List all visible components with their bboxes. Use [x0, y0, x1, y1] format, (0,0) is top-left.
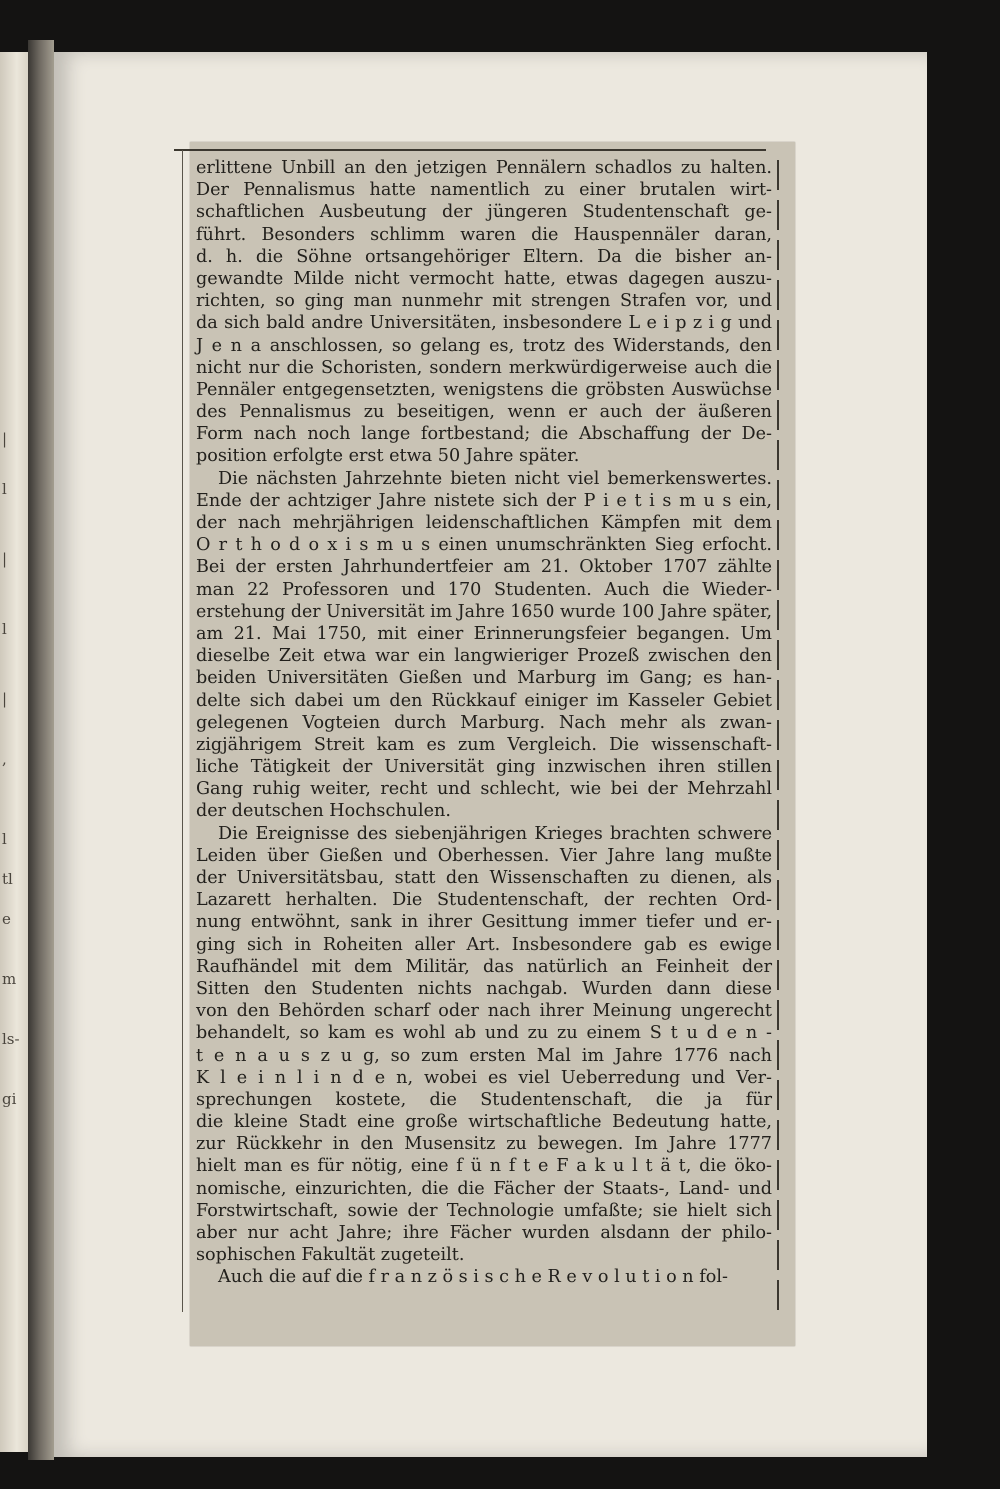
text-line: gewandte Milde nicht vermocht hatte, etwas dagegen auszu-: [196, 268, 772, 289]
text-line: Forstwirtschaft, sowie der Technologie umfaßte; sie hielt sich: [196, 1200, 772, 1221]
left-page-mark: l: [2, 830, 7, 848]
text-line: aber nur acht Jahre; ihre Fächer wurden alsdann der philo-: [196, 1223, 772, 1243]
left-page-mark: l: [2, 620, 7, 638]
text-line: der nach mehrjährigen leidenschaftlichen Kämpfen mit dem: [196, 513, 772, 533]
text-line: liche Tätigkeit der Universität ging inzwischen ihren stillen: [196, 757, 772, 778]
left-page-mark: ,: [2, 750, 7, 768]
text-line: Auch die auf die f r a n z ö s i s c h e R e v o l u t i o n fol-: [218, 1267, 728, 1288]
clipping-top-rule: [174, 149, 766, 151]
clipping-right-rule: [777, 160, 779, 1310]
text-line: nicht nur die Schoristen, sondern merkwürdigerweise auch die: [196, 357, 772, 378]
left-page-mark: e: [2, 910, 11, 928]
text-line: beiden Universitäten Gießen und Marburg im Gang; es han-: [196, 668, 772, 689]
text-line: sprechungen kostete, die Studentenschaft, die ja für: [196, 1089, 772, 1110]
text-line: führt. Besonders schlimm waren die Hauspennäler daran,: [196, 224, 772, 245]
text-line: Der Pennalismus hatte namentlich zu einer brutalen wirt-: [196, 180, 772, 201]
text-line: behandelt, so kam es wohl ab und zu zu einem S t u d e n -: [196, 1023, 772, 1044]
text-line: Lazarett herhalten. Die Studentenschaft, der rechten Ord-: [196, 890, 772, 911]
text-line: K l e i n l i n d e n, wobei es viel Ueberredung und Ver-: [196, 1067, 772, 1088]
left-page-edge: [0, 52, 28, 1452]
left-page-mark: l: [2, 480, 7, 498]
clipping-text: [196, 157, 772, 1289]
text-line: dieselbe Zeit etwa war ein langwieriger Prozeß zwischen den: [196, 646, 772, 667]
text-line: Leiden über Gießen und Oberhessen. Vier Jahre lang mußte: [196, 845, 772, 866]
clipping-left-rule: [182, 150, 183, 1312]
text-line: Form nach noch lange fortbestand; die Abschaffung der De-: [196, 424, 772, 445]
text-line: des Pennalismus zu beseitigen, wenn er auch der äußeren: [196, 402, 772, 423]
text-line: O r t h o d o x i s m u s einen unumschränkten Sieg erfocht.: [196, 535, 772, 556]
text-line: ging sich in Roheiten aller Art. Insbesondere gab es ewige: [196, 934, 772, 955]
text-line: Gang ruhig weiter, recht und schlecht, wie bei der Mehrzahl: [196, 779, 772, 800]
text-line: Ende der achtziger Jahre nistete sich der P i e t i s m u s ein,: [196, 490, 772, 511]
text-line: hielt man es für nötig, eine f ü n f t e F a k u l t ä t, die öko-: [196, 1156, 772, 1177]
left-page-marks: [2, 430, 22, 1108]
left-page-mark: ls-: [2, 1030, 20, 1048]
book-gutter: [28, 40, 54, 1460]
text-line: Raufhändel mit dem Militär, das natürlich an Feinheit der: [196, 956, 772, 977]
text-line: nung entwöhnt, sank in ihrer Gesittung immer tiefer und er-: [196, 912, 772, 933]
text-line: position erfolgte erst etwa 50 Jahre später.: [196, 446, 580, 467]
text-line: zur Rückkehr in den Musensitz zu bewegen. Im Jahre 1777: [196, 1134, 772, 1155]
text-line: t e n a u s z u g, so zum ersten Mal im Jahre 1776 nach: [196, 1045, 772, 1066]
left-page-mark: |: [2, 550, 8, 568]
text-line: richten, so ging man nunmehr mit strengen Strafen vor, und: [196, 291, 772, 312]
left-page-mark: tl: [2, 870, 13, 888]
text-line: der deutschen Hochschulen.: [196, 801, 451, 822]
text-line: Pennäler entgegensetzten, wenigstens die gröbsten Auswüchse: [196, 379, 772, 400]
text-line: erlittene Unbill an den jetzigen Pennälern schadlos zu halten.: [196, 158, 772, 178]
text-line: da sich bald andre Universitäten, insbesondere L e i p z i g und: [196, 313, 772, 334]
text-line: schaftlichen Ausbeutung der jüngeren Studentenschaft ge-: [196, 202, 772, 223]
text-line: nomische, einzurichten, die die Fächer der Staats-, Land- und: [196, 1178, 772, 1199]
text-line: erstehung der Universität im Jahre 1650 wurde 100 Jahre später,: [196, 601, 772, 622]
left-page-mark: |: [2, 430, 8, 448]
text-line: die kleine Stadt eine große wirtschaftliche Bedeutung hatte,: [196, 1112, 772, 1133]
text-line: man 22 Professoren und 170 Studenten. Auch die Wieder-: [196, 579, 772, 600]
left-page-mark: |: [2, 690, 8, 708]
text-line: delte sich dabei um den Rückkauf einiger im Kasseler Gebiet: [196, 690, 772, 711]
text-line: der Universitätsbau, statt den Wissenschaften zu dienen, als: [196, 868, 772, 888]
text-line: von den Behörden scharf oder nach ihrer Meinung ungerecht: [196, 1001, 772, 1022]
text-line: Sitten den Studenten nichts nachgab. Wurden dann diese: [196, 978, 772, 999]
text-line: Die Ereignisse des siebenjährigen Krieges brachten schwere: [218, 823, 772, 844]
text-line: zigjährigem Streit kam es zum Vergleich. Die wissenschaft-: [196, 734, 772, 755]
text-line: d. h. die Söhne ortsangehöriger Eltern. Da die bisher an-: [196, 246, 772, 267]
text-line: J e n a anschlossen, so gelang es, trotz des Widerstands, den: [196, 335, 772, 356]
text-line: Die nächsten Jahrzehnte bieten nicht viel bemerkenswertes.: [218, 468, 772, 489]
text-line: gelegenen Vogteien durch Marburg. Nach mehr als zwan-: [196, 712, 772, 733]
text-line: Bei der ersten Jahrhundertfeier am 21. Oktober 1707 zählte: [196, 557, 772, 578]
text-line: sophischen Fakultät zugeteilt.: [196, 1245, 465, 1266]
text-line: am 21. Mai 1750, mit einer Erinnerungsfeier begangen. Um: [196, 623, 772, 644]
left-page-mark: gi: [2, 1090, 17, 1108]
left-page-mark: m: [2, 970, 17, 988]
